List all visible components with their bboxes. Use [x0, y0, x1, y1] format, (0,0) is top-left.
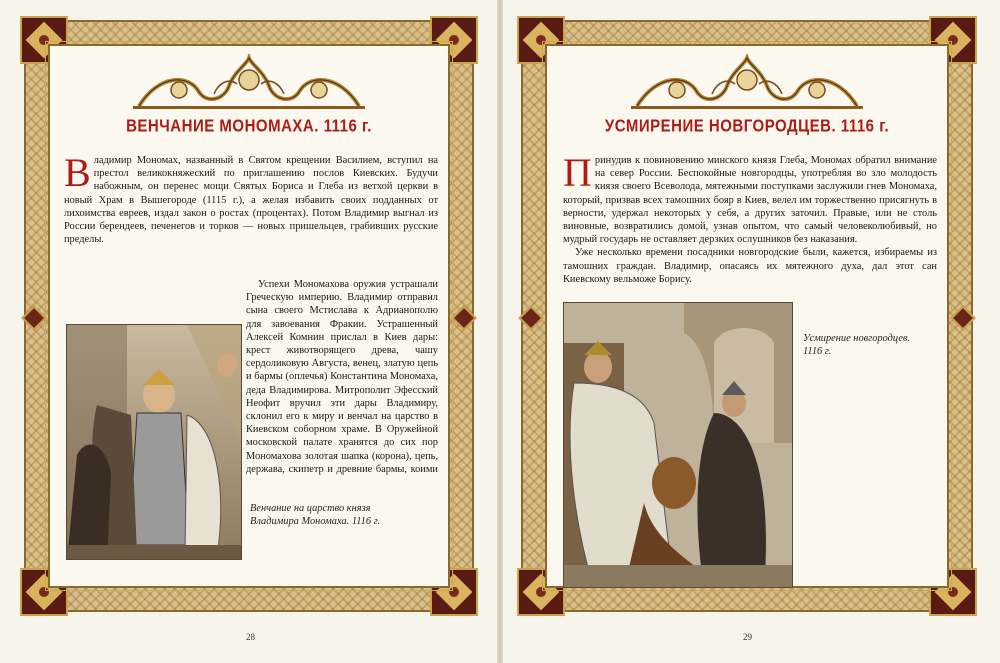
paragraph: Уже несколько времени посадники новгородские были, кажется, избираемы из тамошних граждан. Владимир, опасаясь их мятежного духа, дал этот сан Киевскому вельможе Борису. [563, 247, 937, 285]
drop-cap: П [563, 150, 592, 195]
header-scroll-ornament-icon [627, 54, 867, 112]
page-title: УСМИРЕНИЕ НОВГОРОДЦЕВ. 1116 г. [604, 116, 890, 137]
side-ornament-icon [21, 305, 46, 330]
page-number: 28 [246, 632, 255, 642]
illustration-caption: Усмирение новгородцев. 1116 г. [803, 333, 911, 357]
novgorod-illustration [563, 302, 793, 588]
right-text-top [563, 150, 937, 286]
left-ornamental-frame [24, 20, 474, 612]
header-scroll-ornament-icon [129, 54, 369, 112]
illustration-caption: Венчание на царство князя Владимира Мономаха. 1116 г. [250, 503, 381, 527]
paragraph: ладимир Мономах, названный в Святом крещении Василием, вступил на престол великокняжеский по приглашению послов Киевских. Будучи набожным, он перенес мощи Святых Бориса и Глеба из ветхой церкви в новый Храм в Вышегороде (1115 г.), а желая избавить своих подданных от лихоимства евреев, издал закон о ростах (процентах). Потом Владимир выгнал из России берендеев, печенегов и торков — новых пришельцев, грабивших русские пределы. [64, 155, 438, 246]
right-ornamental-frame [521, 20, 973, 612]
page-title: ВЕНЧАНИЕ МОНОМАХА. 1116 г. [126, 116, 372, 137]
side-ornament-icon [950, 305, 975, 330]
paragraph: ринудив к повиновению минского князя Глеба, Мономах обратил внимание на север России. Беспокойные новгородцы, употребляя во зло молодость князя своего Всеволода, мятежными поступками заслужили гнев Мономаха, который, призвав всех тамошних бояр в Киев, велел им торжественно присягнуть в верности, удержал некоторых у себя, а других заточил. Правые, или не столь виновные, возвратились домой, узнав опытом, что самый человеколюбивый, но мудрый государь не оставляет дерзких ослушников без наказания. [563, 155, 937, 246]
left-text-column [246, 278, 438, 476]
right-page [503, 0, 1000, 663]
coronation-illustration [66, 324, 242, 560]
paragraph: Успехи Мономахова оружия устрашали Греческую империю. Владимир отправил сына своего Мстислава к Адрианополю для завоевания Фракии. Устрашенный Алексей Комнин прислал в Киев дары: крест животворящего древа, чашу сердоликовую Августа, венец, златую цепь и бармы (оплечья) Константина Мономаха, деда Владимирова. Митрополит Эфесский Неофит вручил эти дары Владимиру, склонил его к миру и венчал на царство в Киевском соборном храме. В Оружейной московской палате хранятся до сих пор Мономахова золотая шапка (корона), цепь, держава, скипетр и древние бармы, коими [246, 279, 438, 475]
side-ornament-icon [451, 305, 476, 330]
left-text-top [64, 150, 438, 246]
left-page [0, 0, 497, 663]
left-text-area [48, 44, 450, 588]
page-number: 29 [743, 632, 752, 642]
drop-cap: В [64, 150, 91, 195]
side-ornament-icon [518, 305, 543, 330]
right-text-area [545, 44, 949, 588]
